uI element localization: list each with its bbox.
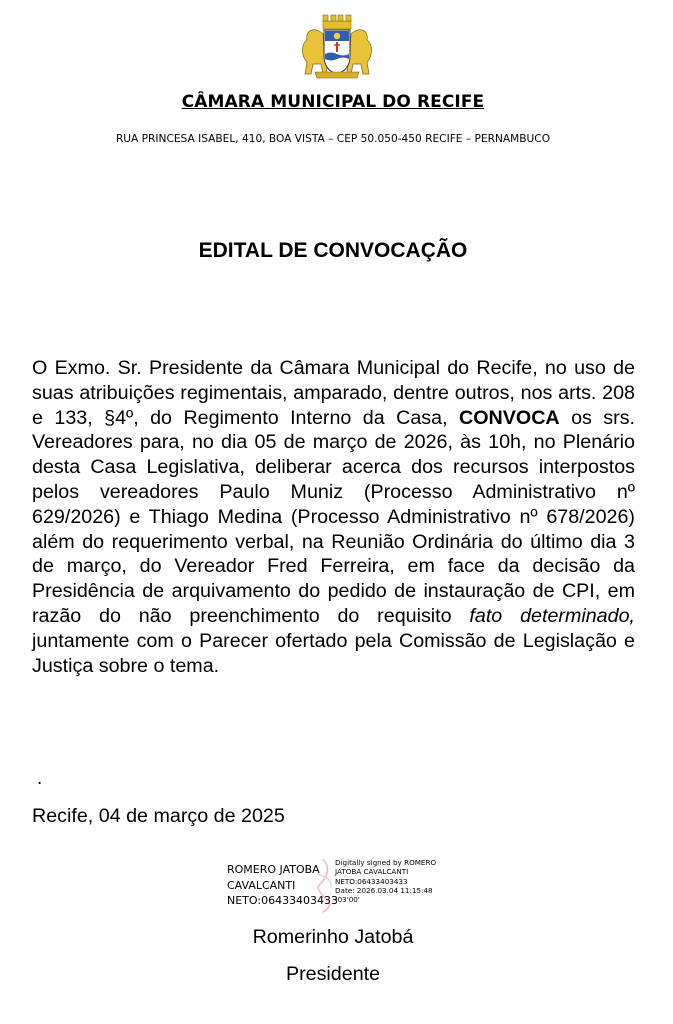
body-emphasis: fato determinado, [469, 604, 635, 627]
document-body [32, 356, 635, 678]
signature-name-line: NETO:06433403433 [227, 894, 339, 907]
document-title: EDITAL DE CONVOCAÇÃO [198, 239, 468, 262]
digital-signature-details [335, 858, 445, 904]
signature-name-line: CAVALCANTI [227, 878, 296, 892]
stray-dot: . [37, 768, 43, 789]
signature-name-line: ROMERO JATOBA [227, 863, 320, 876]
digital-signature-name [227, 862, 337, 909]
body-convoca-keyword: CONVOCA [459, 406, 560, 429]
body-text-part-3: juntamente com o Parecer ofertado pela Comissão de Legislação e Justiça sobre o tema. [32, 629, 635, 677]
body-text-part-1: O Exmo. Sr. Presidente da Câmara Municipal do Recife, no uso de suas atribuições regimentais, amparado, dentre outros, nos arts. 208 e 133, §4º, do Regimento Interno da Casa, [32, 357, 635, 429]
signer-name: Romerinho Jatobá [252, 926, 414, 948]
signature-detail-line: JATOBA CAVALCANTI [335, 867, 409, 877]
signature-detail-line: NETO:06433403433 [335, 876, 408, 886]
organization-address: RUA PRINCESA ISABEL, 410, BOA VISTA – CEP 50.050-450 RECIFE – PERNAMBUCO [115, 133, 551, 145]
place-date: Recife, 04 de março de 2025 [32, 805, 285, 827]
body-text-part-2: os srs. Vereadores para, no dia 05 de março de 2026, às 10h, no Plenário desta Casa Legislativa, deliberar acerca dos recursos interpostos pelos vereadores Paulo Muniz (Processo Administrativo nº 629/2026) e Thiago Medina (Processo Administrativo nº 678/2026) além do requerimento verbal, na Reunião Ordinária do último dia 3 de março, do Vereador Fred Ferreira, em face da decisão da Presidência de arquivamento do pedido de instauração de CPI, em razão do não preenchimento do requisito [32, 406, 636, 627]
organization-name: CÂMARA MUNICIPAL DO RECIFE [181, 92, 485, 112]
signature-detail-line: -03'00' [335, 895, 360, 905]
signature-detail-line: Digitally signed by ROMERO [335, 858, 437, 867]
city-coat-of-arms-icon [293, 12, 381, 80]
signer-role: Presidente [285, 963, 381, 985]
signature-detail-line: Date: 2026.03.04 11:15:48 [335, 885, 433, 895]
